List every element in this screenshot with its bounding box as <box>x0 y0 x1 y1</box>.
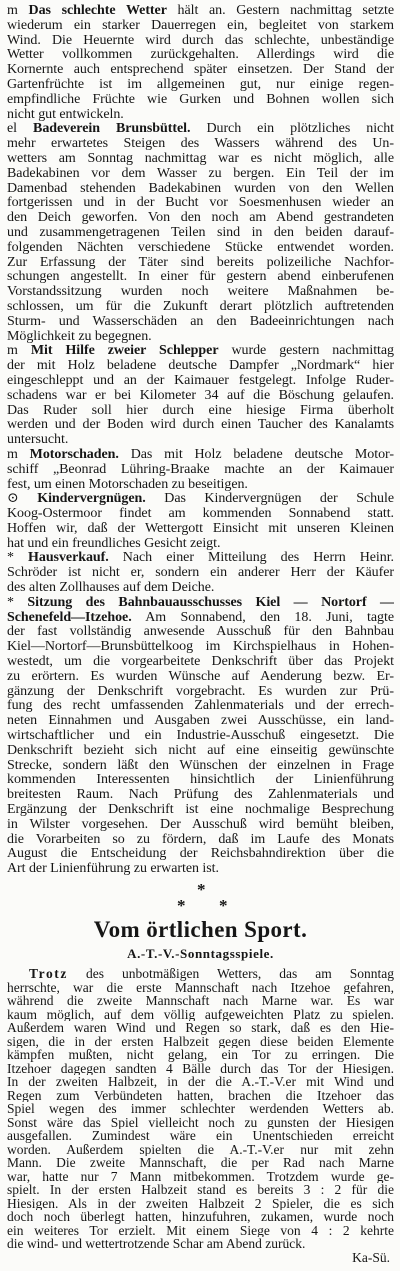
text-line: den Deich geworfen. Von den noch am Abend gestrandeten <box>7 211 394 226</box>
author-siglum: * <box>7 551 14 566</box>
text-line <box>7 4 394 19</box>
author-siglum: m <box>7 344 18 359</box>
text-line: eingeschleppt und an der Kaimauer festgelegt. Infolge Ruder- <box>7 373 394 388</box>
text-line: nicht gut entwickeln. <box>7 107 124 122</box>
text-line: hat und ein freundliches Gesicht zeigt. <box>7 536 221 551</box>
separator-asterisk: * <box>177 896 186 916</box>
headline: Kindervergnügen. <box>37 492 146 507</box>
text-line: Mann. Die zweite Mannschaft, die per Rad nach Marne <box>7 1156 394 1170</box>
text-line: und zusammengetragenen Teilen sind in den beiden darauf- <box>7 225 394 240</box>
news-item <box>7 596 394 877</box>
text-line: zu erörtern. Es wurden Wünsche auf Aenderung bezw. Er- <box>7 669 394 684</box>
text-line: Das Ruder soll hier durch eine hiesige Firma überholt <box>7 403 394 418</box>
sport-report <box>7 967 394 1251</box>
text-line: ausgefallen. Zumindest wäre ein Unentschieden erreicht <box>7 1129 394 1143</box>
text-line: schiff „Beonrad Lühring-Braake machte an der Kaimauer <box>7 462 394 477</box>
line-text: hält an. Gestern nachmittag setzte <box>177 4 394 18</box>
text-line: schadens war er bei Kilometer 34 auf die Böschung gelaufen. <box>7 388 394 403</box>
line-text: Nach einer Mitteilung des Herrn Heinr. <box>122 551 394 566</box>
text-line: Sonst wäre das Spiel vielleicht noch zu gunsten der Hiesigen <box>7 1115 394 1130</box>
line-text: Das mit Holz beladene deutsche Motor- <box>130 447 394 462</box>
text-line: worden. Außerdem spielten die A.-T.-V.er nur mit zehn <box>7 1142 394 1157</box>
text-line: Ergänzung der Denkschrift ist eine nochmalige Besprechung <box>7 803 394 818</box>
text-line: Sturm- und Wasserschäden an den Badeeinrichtungen nach <box>7 314 394 329</box>
text-line: In der zweiten Halbzeit, in der die A.-T.-V.er mit Wind und <box>7 1075 394 1089</box>
text-line: des alten Zollhauses auf dem Deiche. <box>7 581 215 596</box>
line-text: Am Sonnabend, den 18. Juni, tagte <box>145 610 394 625</box>
text-line: der fast vollständig anwesende Ausschuß für den Bahnbau <box>7 625 394 640</box>
text-line: werden und der Boden wird durch einen Taucher des Kanalamts <box>7 418 394 433</box>
text-line <box>7 596 394 611</box>
separator-asterisk: * <box>197 880 206 900</box>
text-line: Koog-Ostermoor findet am kommenden Sonnabend statt. <box>7 507 394 522</box>
text-line: Zur Erfassung der Täter sind bereits polizeiliche Nachfor- <box>7 255 394 270</box>
headline: Schenefeld—Itzehoe. <box>7 610 132 625</box>
text-line: sigen, die in der ersten Halbzeit gegen diese beiden Elemente <box>7 1034 394 1049</box>
text-line: Möglichkeit zu begegnen. <box>7 329 152 344</box>
text-line: Vorstandssitzung wurden noch weitere Maßnahmen be- <box>7 285 394 300</box>
text-line: während die zweite Mannschaft nach Marne war. Es war <box>7 994 394 1008</box>
text-line: herrschte, war die erste Mannschaft nach Itzehoe gefahren, <box>7 980 394 995</box>
headline: Hausverkauf. <box>28 551 109 566</box>
section-separator <box>7 877 394 915</box>
text-line: Kornernte auch entsprechend später einsetzen. Der Stand der <box>7 63 394 78</box>
text-line <box>7 344 394 359</box>
line-text: wurde gestern nachmittag <box>231 344 394 359</box>
author-signature: Ka-Sü. <box>352 1249 390 1265</box>
text-line: war, hatte nur 7 Mann mitbekommen. Trotzdem wurde ge- <box>7 1169 394 1184</box>
text-line: schungen angestellt. In einer für gestern abend einberufenen <box>7 270 394 285</box>
text-line <box>7 611 394 626</box>
author-siglum: * <box>7 595 14 610</box>
local-news-column <box>7 4 394 877</box>
text-line: spielt. In der ersten Halbzeit stand es bereits 3 : 2 für die <box>7 1183 394 1197</box>
headline: Trotz <box>29 967 68 981</box>
text-line: mehr erwartetes Steigen des Wassers während des Un- <box>7 137 394 152</box>
text-line: doch noch überlegt hatten, hinzufuhren, zukamen, wurde noch <box>7 1210 394 1224</box>
text-line: wiederum ein starker Dauerregen ein, begleitet von starkem <box>7 18 394 33</box>
text-line: wetters am Sonntag nachmittag war es nicht möglich, alle <box>7 151 394 166</box>
text-line: Badekabinen vor dem Wasser zu bergen. Ein Teil der im <box>7 166 394 181</box>
news-item <box>7 344 394 448</box>
section-subheading: A.-T.-V.-Sonntagsspiele. <box>127 946 274 962</box>
text-line: gänzung der Denkschrift vorgebracht. Es wurden zur Prü- <box>7 684 394 699</box>
text-line <box>7 551 394 566</box>
news-item <box>7 122 394 344</box>
headline: Badeverein Brunsbüttel. <box>33 122 191 137</box>
text-line: Wetter vollkommen zurückgehalten. Allerdings wird die <box>7 48 394 63</box>
text-line <box>7 122 394 137</box>
news-item <box>7 492 394 551</box>
text-line: die Vorarbeiten so zu fördern, daß im Laufe des Monats <box>7 832 394 847</box>
text-line: die wind- und wettertrotzende Schar am Abend zurück. <box>7 1237 306 1251</box>
text-line: empfindliche Früchte wie Gurken und Bohnen wollen sich <box>7 92 394 107</box>
text-line <box>7 492 394 507</box>
author-siglum: m <box>7 4 18 18</box>
text-line: schlossen, um für die Zukunft derart plötzlich auftretenden <box>7 299 394 314</box>
text-line: fortgerissen und in der Bucht vor Soesmenhusen wieder an <box>7 196 394 211</box>
text-line: Denkschrift bezieht sich nicht auf eine einseitig gewünschte <box>7 743 394 758</box>
line-text: des unbotmäßigen Wetters, das am Sonntag <box>86 967 394 981</box>
text-line <box>7 448 394 463</box>
text-line: fest, um einen Motorschaden zu beseitigen. <box>7 477 248 492</box>
text-line: neten Einnahmen und Ausgaben zwei Ausschüsse, ein land- <box>7 714 394 729</box>
headline: Motorschaden. <box>29 447 119 462</box>
text-line: kämpfen mußten, nicht gelang, ein Tor zu erringen. Die <box>7 1048 394 1062</box>
text-line: Damenbad stehenden Badekabinen wurden von den Wellen <box>7 181 394 196</box>
text-line: Spiel wegen des immer schlechter werdenden Wetters ab. <box>7 1102 394 1116</box>
text-line: Wind. Die Heuernte wird durch das schlechte, unbeständige <box>7 33 394 48</box>
line-text: Das Kindervergnügen der Schule <box>164 492 394 507</box>
author-siglum: el <box>7 122 18 137</box>
text-line: untersucht. <box>7 433 69 448</box>
text-line: in Wilster vorgesehen. Der Ausschuß wird bemüht bleiben, <box>7 817 394 832</box>
text-line <box>7 967 394 981</box>
text-line: folgenden Nächten verschiedene Stücke entwendet worden. <box>7 240 394 255</box>
text-line: Strecke, sondern läßt den Wünschen der einzelnen in Frage <box>7 758 394 773</box>
text-line: ein weiteres Tor erzielt. Mit einem Siege von 4 : 2 kehrte <box>7 1223 394 1238</box>
text-line: kommenden Interessenten hinsichtlich der Linienführung <box>7 773 394 788</box>
text-line: August die Entscheidung der Reichsbahndirektion über die <box>7 847 394 862</box>
text-line: Außerdem waren Wind und Regen so stark, daß es den Hie- <box>7 1021 394 1035</box>
text-line: Gartenfrüchte ist im allgemeinen gut, nur einige regen- <box>7 77 394 92</box>
line-text: Durch ein plötzliches nicht <box>206 122 394 137</box>
text-line: Kiel—Nortorf—Brunsbüttelkoog im Kirchspielhaus in Hohen- <box>7 640 394 655</box>
news-item <box>7 448 394 492</box>
text-line: der mit Holz beladene deutsche Dampfer „Nordmark“ hier <box>7 359 394 374</box>
text-line: Regen zum Verbündeten hatten, brachen die Itzehoer das <box>7 1088 394 1103</box>
separator-asterisk: * <box>219 896 228 916</box>
news-item <box>7 4 394 122</box>
text-line: Hoffen wir, daß der Wettergott Einsicht mit unseren Kleinen <box>7 521 394 536</box>
text-line: Hiesigen. Als in der zweiten Halbzeit 2 Spieler, die es sich <box>7 1196 394 1211</box>
sport-section <box>7 915 394 1264</box>
text-line: Itzehoer dagegen sandten 4 Bälle durch das Tor der Hiesigen. <box>7 1061 394 1076</box>
headline: Mit Hilfe zweier Schlepper <box>30 344 219 359</box>
text-line: kaum möglich, auf dem völlig aufgeweichten Platz zu spielen. <box>7 1007 394 1022</box>
text-line: breitesten Raum. Nach Prüfung des Zahlenmaterials und <box>7 788 394 803</box>
text-line: wirtschaftlicher und ein Industrie-Ausschuß eingesetzt. Die <box>7 729 394 744</box>
text-line: fung des recht umfassenden Zahlenmaterials und der errech- <box>7 699 394 714</box>
author-siglum: ⊙ <box>7 492 19 507</box>
headline: Das schlechte Wetter <box>28 4 167 18</box>
text-line: Art der Linienführung zu erwarten ist. <box>7 862 219 877</box>
author-siglum: m <box>7 447 18 462</box>
section-heading: Vom örtlichen Sport. <box>93 917 308 943</box>
news-item <box>7 551 394 595</box>
headline: Sitzung des Bahnbauausschusses Kiel — Nortorf — <box>27 595 394 610</box>
text-line: Schröder ist nicht er, sondern ein anderer Herr der Käufer <box>7 566 394 581</box>
text-line: westedt, um die vorgearbeitete Denkschrift über das Projekt <box>7 655 394 670</box>
